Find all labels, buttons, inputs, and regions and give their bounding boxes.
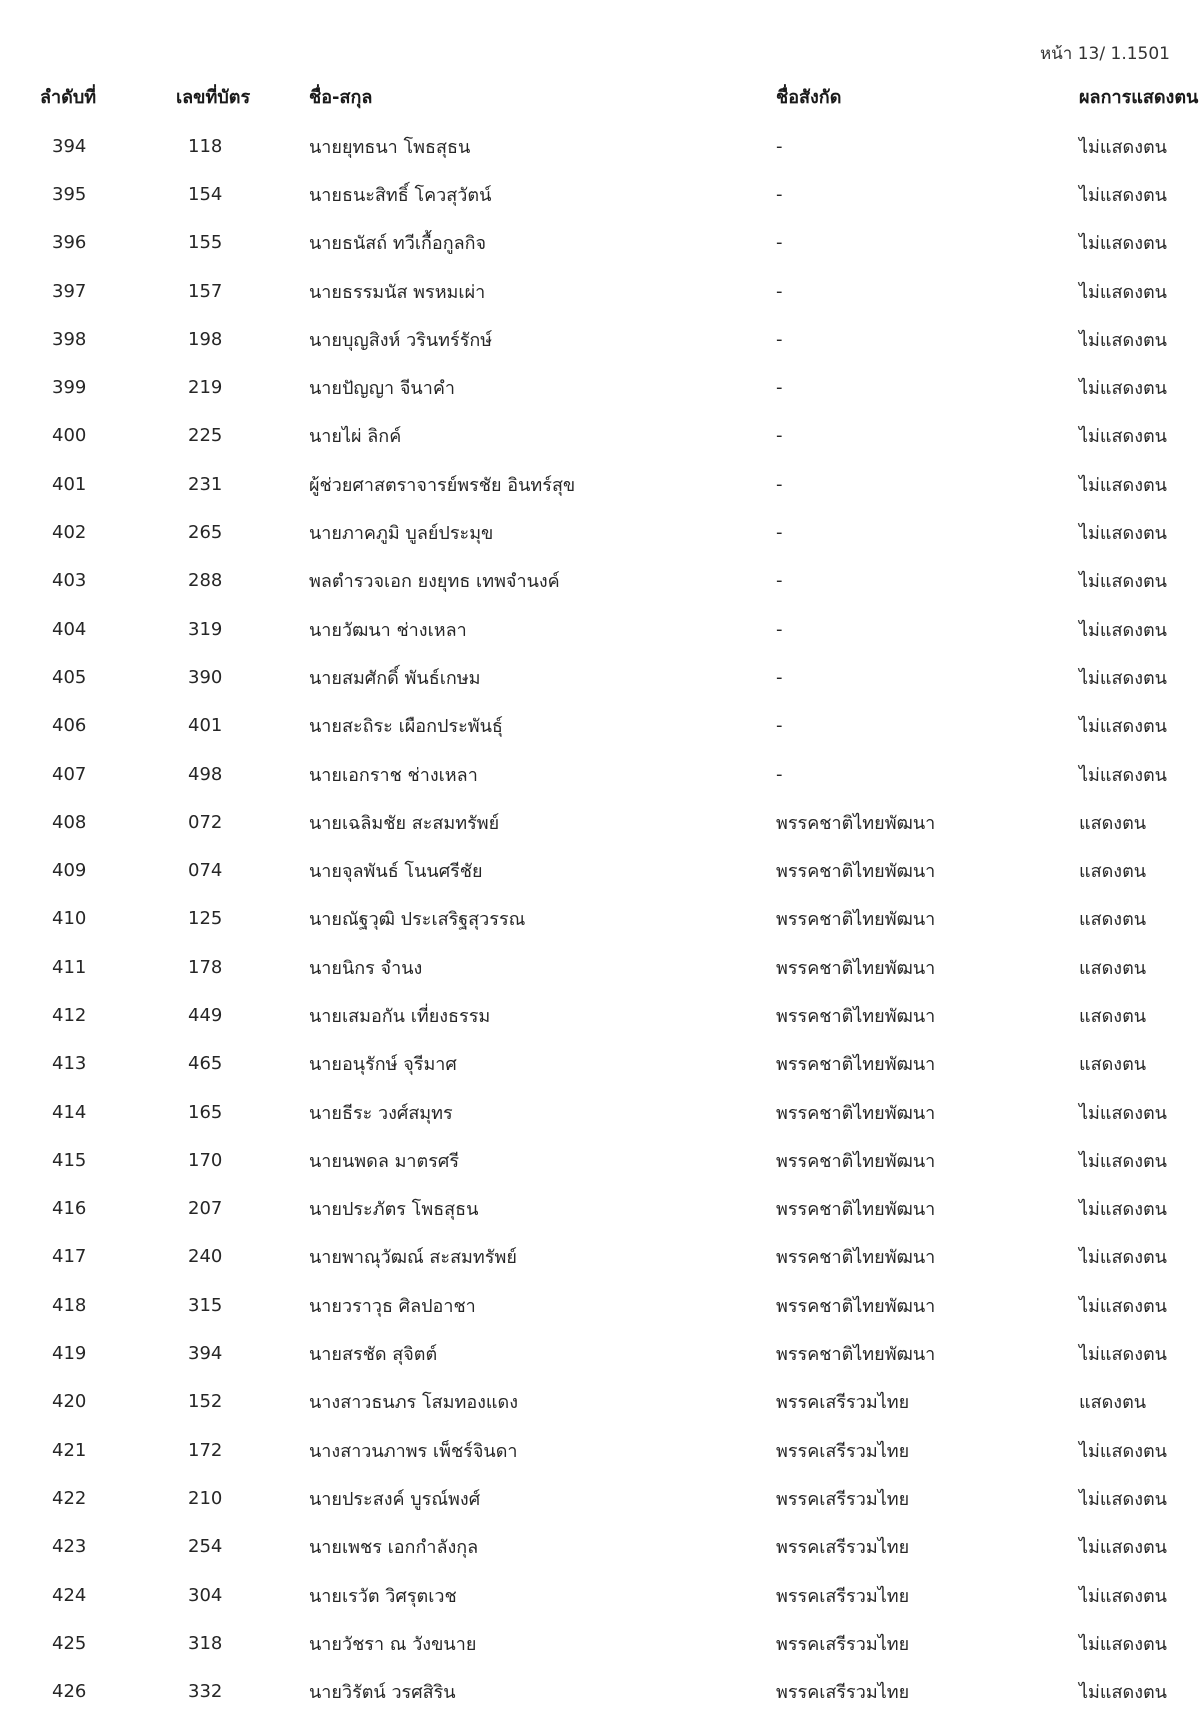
- table-row: [30, 991, 1200, 1039]
- cell-card-number: 118: [188, 135, 223, 157]
- cell-attendance-result: ไม่แสดงตน: [1079, 571, 1167, 593]
- cell-full-name: นายอนุรักษ์ จุรีมาศ: [309, 1054, 457, 1076]
- cell-card-number: 288: [188, 570, 223, 592]
- cell-order-number: 406: [52, 715, 87, 737]
- cell-attendance-result: ไม่แสดงตน: [1079, 474, 1167, 496]
- cell-full-name: นายณัฐวุฒิ ประเสริฐสุวรรณ: [309, 909, 526, 931]
- cell-full-name: นายไผ่ ลิกค์: [309, 426, 402, 448]
- cell-card-number: 210: [188, 1487, 223, 1509]
- cell-attendance-result: ไม่แสดงตน: [1079, 426, 1167, 448]
- table-row: [30, 798, 1200, 846]
- cell-card-number: 125: [188, 908, 223, 930]
- cell-attendance-result: ไม่แสดงตน: [1079, 1440, 1167, 1462]
- cell-order-number: 398: [52, 328, 87, 350]
- cell-affiliation: พรรคเสรีรวมไทย: [776, 1585, 910, 1607]
- cell-order-number: 426: [52, 1681, 87, 1703]
- cell-full-name: นายเพชร เอกกำลังกุล: [309, 1537, 479, 1559]
- cell-card-number: 315: [188, 1294, 223, 1316]
- cell-order-number: 410: [52, 908, 87, 930]
- cell-card-number: 198: [188, 328, 223, 350]
- cell-order-number: 408: [52, 811, 87, 833]
- cell-attendance-result: แสดงตน: [1079, 909, 1147, 931]
- cell-order-number: 400: [52, 425, 87, 447]
- cell-full-name: นางสาวธนภร โสมทองแดง: [309, 1392, 519, 1414]
- table-row: [30, 895, 1200, 943]
- cell-order-number: 423: [52, 1536, 87, 1558]
- cell-card-number: 157: [188, 280, 223, 302]
- cell-card-number: 170: [188, 1149, 223, 1171]
- cell-card-number: 401: [188, 715, 223, 737]
- cell-order-number: 420: [52, 1391, 87, 1413]
- cell-attendance-result: ไม่แสดงตน: [1079, 1247, 1167, 1269]
- table-row: [30, 653, 1200, 701]
- table-row: [30, 1378, 1200, 1426]
- cell-affiliation: -: [776, 473, 783, 495]
- header-attendance-result: ผลการแสดงตน: [1079, 86, 1199, 108]
- cell-affiliation: -: [776, 377, 783, 399]
- cell-card-number: 254: [188, 1536, 223, 1558]
- cell-affiliation: -: [776, 135, 783, 157]
- cell-affiliation: พรรคชาติไทยพัฒนา: [776, 1247, 936, 1269]
- cell-full-name: นายวัฒนา ช่างเหลา: [309, 619, 467, 641]
- cell-attendance-result: แสดงตน: [1079, 1005, 1147, 1027]
- table-body: [30, 122, 1200, 1716]
- cell-affiliation: พรรคชาติไทยพัฒนา: [776, 1005, 936, 1027]
- cell-attendance-result: แสดงตน: [1079, 957, 1147, 979]
- cell-card-number: 165: [188, 1101, 223, 1123]
- cell-affiliation: พรรคเสรีรวมไทย: [776, 1440, 910, 1462]
- cell-card-number: 465: [188, 1053, 223, 1075]
- cell-order-number: 411: [52, 956, 87, 978]
- cell-card-number: 498: [188, 763, 223, 785]
- cell-attendance-result: ไม่แสดงตน: [1079, 329, 1167, 351]
- cell-full-name: นายวัชรา ณ วังขนาย: [309, 1633, 477, 1655]
- cell-order-number: 395: [52, 183, 87, 205]
- cell-affiliation: -: [776, 425, 783, 447]
- cell-order-number: 415: [52, 1149, 87, 1171]
- cell-attendance-result: ไม่แสดงตน: [1079, 1295, 1167, 1317]
- cell-order-number: 417: [52, 1246, 87, 1268]
- cell-card-number: 072: [188, 811, 223, 833]
- cell-attendance-result: ไม่แสดงตน: [1079, 378, 1167, 400]
- cell-order-number: 396: [52, 232, 87, 254]
- cell-affiliation: พรรคชาติไทยพัฒนา: [776, 1344, 936, 1366]
- cell-affiliation: -: [776, 570, 783, 592]
- table-row: [30, 1329, 1200, 1377]
- table-row: [30, 363, 1200, 411]
- cell-attendance-result: ไม่แสดงตน: [1079, 136, 1167, 158]
- cell-affiliation: -: [776, 328, 783, 350]
- cell-order-number: 407: [52, 763, 87, 785]
- table-row: [30, 1619, 1200, 1667]
- cell-full-name: นายเรวัต วิศรุตเวช: [309, 1585, 457, 1607]
- cell-attendance-result: แสดงตน: [1079, 812, 1147, 834]
- cell-affiliation: -: [776, 666, 783, 688]
- cell-attendance-result: ไม่แสดงตน: [1079, 667, 1167, 689]
- cell-order-number: 394: [52, 135, 87, 157]
- cell-card-number: 394: [188, 1343, 223, 1365]
- cell-attendance-result: ไม่แสดงตน: [1079, 233, 1167, 255]
- table-row: [30, 219, 1200, 267]
- cell-affiliation: พรรคเสรีรวมไทย: [776, 1537, 910, 1559]
- cell-full-name: นายธนะสิทธิ์ โควสุวัตน์: [309, 184, 492, 206]
- cell-full-name: นายจุลพันธ์ โนนศรีชัย: [309, 861, 483, 883]
- table-row: [30, 1668, 1200, 1716]
- cell-card-number: 178: [188, 956, 223, 978]
- header-full-name: ชื่อ-สกุล: [309, 86, 373, 108]
- attendance-table: [30, 70, 1200, 1716]
- table-row: [30, 605, 1200, 653]
- header-card-number: เลขที่บัตร: [176, 86, 251, 108]
- table-row: [30, 1040, 1200, 1088]
- cell-full-name: นายธนัสถ์ ทวีเกื้อกูลกิจ: [309, 233, 487, 255]
- cell-order-number: 419: [52, 1343, 87, 1365]
- cell-full-name: นายยุทธนา โพธสุธน: [309, 136, 471, 158]
- cell-order-number: 424: [52, 1584, 87, 1606]
- cell-order-number: 409: [52, 860, 87, 882]
- table-row: [30, 412, 1200, 460]
- cell-affiliation: พรรคชาติไทยพัฒนา: [776, 861, 936, 883]
- table-header-row: [30, 70, 1200, 122]
- cell-affiliation: -: [776, 763, 783, 785]
- table-row: [30, 460, 1200, 508]
- cell-attendance-result: ไม่แสดงตน: [1079, 619, 1167, 641]
- cell-card-number: 265: [188, 522, 223, 544]
- cell-affiliation: พรรคชาติไทยพัฒนา: [776, 1102, 936, 1124]
- cell-affiliation: -: [776, 715, 783, 737]
- cell-full-name: นายสมศักดิ์ พันธ์เกษม: [309, 667, 481, 689]
- cell-order-number: 403: [52, 570, 87, 592]
- cell-full-name: ผู้ช่วยศาสตราจารย์พรชัย อินทร์สุข: [309, 474, 576, 496]
- cell-order-number: 412: [52, 1004, 87, 1026]
- cell-order-number: 414: [52, 1101, 87, 1123]
- cell-order-number: 399: [52, 377, 87, 399]
- cell-full-name: นายเอกราช ช่างเหลา: [309, 764, 478, 786]
- table-row: [30, 267, 1200, 315]
- cell-affiliation: -: [776, 232, 783, 254]
- table-row: [30, 1185, 1200, 1233]
- cell-affiliation: -: [776, 522, 783, 544]
- table-row: [30, 1523, 1200, 1571]
- cell-attendance-result: ไม่แสดงตน: [1079, 1585, 1167, 1607]
- cell-affiliation: พรรคชาติไทยพัฒนา: [776, 1150, 936, 1172]
- table-row: [30, 750, 1200, 798]
- cell-attendance-result: ไม่แสดงตน: [1079, 764, 1167, 786]
- table-row: [30, 1088, 1200, 1136]
- cell-affiliation: พรรคชาติไทยพัฒนา: [776, 1295, 936, 1317]
- cell-full-name: นายวิรัตน์ วรศสิริน: [309, 1682, 456, 1704]
- header-affiliation: ชื่อสังกัด: [776, 86, 842, 108]
- cell-order-number: 425: [52, 1632, 87, 1654]
- cell-order-number: 397: [52, 280, 87, 302]
- cell-card-number: 207: [188, 1198, 223, 1220]
- cell-affiliation: -: [776, 618, 783, 640]
- table-row: [30, 1136, 1200, 1184]
- cell-affiliation: พรรคชาติไทยพัฒนา: [776, 1199, 936, 1221]
- cell-full-name: นายบุญสิงห์ วรินทร์รักษ์: [309, 329, 493, 351]
- cell-full-name: นางสาวนภาพร เพ็ชร์จินดา: [309, 1440, 518, 1462]
- cell-affiliation: พรรคชาติไทยพัฒนา: [776, 1054, 936, 1076]
- table-row: [30, 557, 1200, 605]
- table-row: [30, 1233, 1200, 1281]
- cell-card-number: 240: [188, 1246, 223, 1268]
- cell-full-name: พลตำรวจเอก ยงยุทธ เทพจำนงค์: [309, 571, 560, 593]
- cell-full-name: นายธรรมนัส พรหมเผ่า: [309, 281, 486, 303]
- table-row: [30, 1571, 1200, 1619]
- cell-full-name: นายนิกร จำนง: [309, 957, 423, 979]
- cell-card-number: 318: [188, 1632, 223, 1654]
- table-row: [30, 1474, 1200, 1522]
- cell-card-number: 319: [188, 618, 223, 640]
- cell-card-number: 304: [188, 1584, 223, 1606]
- table-row: [30, 846, 1200, 894]
- cell-order-number: 401: [52, 473, 87, 495]
- table-row: [30, 1426, 1200, 1474]
- cell-full-name: นายธีระ วงศ์สมุทร: [309, 1102, 453, 1124]
- page-number: หน้า 13/ 1.1501: [1039, 44, 1170, 64]
- cell-attendance-result: ไม่แสดงตน: [1079, 1682, 1167, 1704]
- cell-order-number: 421: [52, 1439, 87, 1461]
- cell-attendance-result: แสดงตน: [1079, 1392, 1147, 1414]
- cell-attendance-result: ไม่แสดงตน: [1079, 1488, 1167, 1510]
- cell-order-number: 405: [52, 666, 87, 688]
- cell-card-number: 332: [188, 1681, 223, 1703]
- cell-order-number: 422: [52, 1487, 87, 1509]
- cell-affiliation: พรรคชาติไทยพัฒนา: [776, 957, 936, 979]
- cell-order-number: 402: [52, 522, 87, 544]
- cell-card-number: 219: [188, 377, 223, 399]
- cell-affiliation: พรรคเสรีรวมไทย: [776, 1392, 910, 1414]
- cell-card-number: 231: [188, 473, 223, 495]
- table-row: [30, 508, 1200, 556]
- cell-order-number: 416: [52, 1198, 87, 1220]
- cell-affiliation: พรรคชาติไทยพัฒนา: [776, 909, 936, 931]
- cell-attendance-result: ไม่แสดงตน: [1079, 1199, 1167, 1221]
- cell-card-number: 154: [188, 183, 223, 205]
- cell-full-name: นายภาคภูมิ บูลย์ประมุข: [309, 523, 494, 545]
- cell-full-name: นายปัญญา จีนาคำ: [309, 378, 455, 400]
- cell-attendance-result: ไม่แสดงตน: [1079, 1537, 1167, 1559]
- cell-attendance-result: ไม่แสดงตน: [1079, 1150, 1167, 1172]
- cell-card-number: 152: [188, 1391, 223, 1413]
- cell-attendance-result: ไม่แสดงตน: [1079, 1102, 1167, 1124]
- table-row: [30, 1281, 1200, 1329]
- cell-affiliation: พรรคเสรีรวมไทย: [776, 1682, 910, 1704]
- table-row: [30, 702, 1200, 750]
- cell-card-number: 172: [188, 1439, 223, 1461]
- table-row: [30, 315, 1200, 363]
- cell-order-number: 413: [52, 1053, 87, 1075]
- table-row: [30, 122, 1200, 170]
- table-row: [30, 170, 1200, 218]
- cell-attendance-result: ไม่แสดงตน: [1079, 281, 1167, 303]
- cell-full-name: นายสรชัด สุจิตต์: [309, 1344, 438, 1366]
- cell-attendance-result: ไม่แสดงตน: [1079, 1633, 1167, 1655]
- cell-affiliation: -: [776, 280, 783, 302]
- cell-affiliation: พรรคเสรีรวมไทย: [776, 1633, 910, 1655]
- cell-full-name: นายนพดล มาตรศรี: [309, 1150, 459, 1172]
- cell-attendance-result: แสดงตน: [1079, 1054, 1147, 1076]
- cell-affiliation: พรรคเสรีรวมไทย: [776, 1488, 910, 1510]
- cell-order-number: 404: [52, 618, 87, 640]
- cell-card-number: 390: [188, 666, 223, 688]
- cell-full-name: นายพาณุวัฒณ์ สะสมทรัพย์: [309, 1247, 517, 1269]
- header-order-number: ลำดับที่: [40, 86, 97, 108]
- cell-attendance-result: แสดงตน: [1079, 861, 1147, 883]
- cell-attendance-result: ไม่แสดงตน: [1079, 184, 1167, 206]
- cell-attendance-result: ไม่แสดงตน: [1079, 716, 1167, 738]
- cell-card-number: 449: [188, 1004, 223, 1026]
- cell-full-name: นายประสงค์ บูรณ์พงศ์: [309, 1488, 481, 1510]
- cell-affiliation: พรรคชาติไทยพัฒนา: [776, 812, 936, 834]
- cell-full-name: นายประภัตร โพธสุธน: [309, 1199, 479, 1221]
- cell-card-number: 155: [188, 232, 223, 254]
- cell-card-number: 074: [188, 860, 223, 882]
- cell-order-number: 418: [52, 1294, 87, 1316]
- cell-attendance-result: ไม่แสดงตน: [1079, 1344, 1167, 1366]
- cell-card-number: 225: [188, 425, 223, 447]
- cell-full-name: นายเฉลิมชัย สะสมทรัพย์: [309, 812, 500, 834]
- cell-affiliation: -: [776, 183, 783, 205]
- cell-full-name: นายเสมอกัน เที่ยงธรรม: [309, 1005, 491, 1027]
- cell-attendance-result: ไม่แสดงตน: [1079, 523, 1167, 545]
- cell-full-name: นายวราวุธ ศิลปอาชา: [309, 1295, 476, 1317]
- cell-full-name: นายสะถิระ เผือกประพันธุ์: [309, 716, 503, 738]
- table-row: [30, 943, 1200, 991]
